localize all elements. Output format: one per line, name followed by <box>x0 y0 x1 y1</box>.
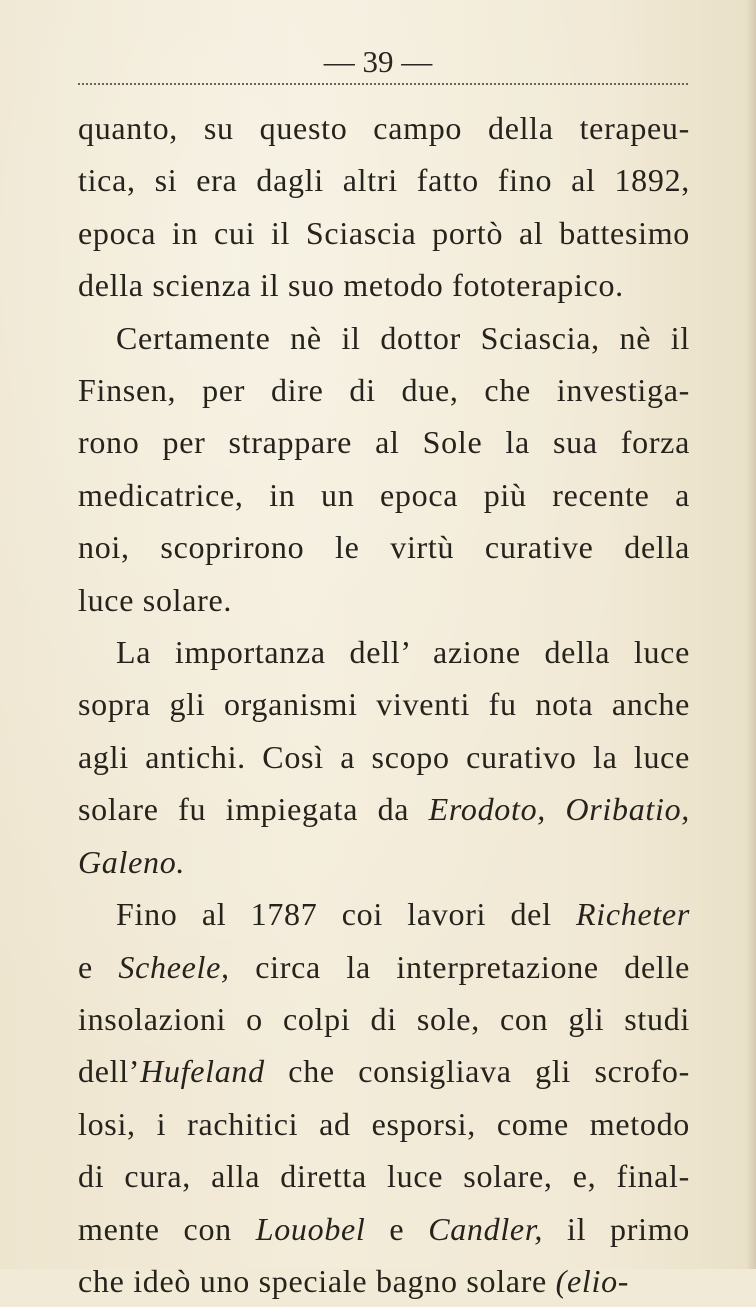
text-segment: che ideò uno speciale bagno solare <box>78 1262 556 1299</box>
text-segment: insolazioni o colpi di sole, con gli studi <box>78 1000 690 1037</box>
text-segment: dell’ <box>78 1053 141 1090</box>
header-rule <box>78 83 688 85</box>
paragraph <box>78 626 690 888</box>
text-segment: noi, scoprirono le virtù curative della <box>78 529 690 566</box>
italic-name: Louobel <box>255 1210 366 1247</box>
text-line <box>78 1045 690 1097</box>
text-segment: che consigliava gli scrofo- <box>264 1053 690 1090</box>
text-segment: luce solare. <box>78 581 233 618</box>
text-segment: Fino al 1787 coi lavori del <box>116 896 576 933</box>
text-segment: La importanza dell’ azione della luce <box>116 634 690 671</box>
text-line <box>78 521 690 573</box>
text-line <box>78 993 690 1045</box>
text-segment: della scienza il suo metodo fototerapico. <box>78 267 624 304</box>
text-line <box>78 469 690 521</box>
italic-name: Galeno. <box>78 843 186 880</box>
italic-name: Erodoto, Oribatio, <box>428 791 690 828</box>
text-segment: Finsen, per dire di due, che investiga- <box>78 372 690 409</box>
text-line <box>78 783 690 835</box>
text-line <box>78 102 690 154</box>
text-line <box>78 364 690 416</box>
text-segment: mente con <box>78 1210 256 1247</box>
text-segment: epoca in cui il Sciascia portò al battesimo <box>78 214 690 251</box>
text-segment: circa la interpretazione delle <box>229 948 690 985</box>
text-line <box>78 941 690 993</box>
text-line <box>78 259 690 311</box>
page-edge-shadow <box>746 0 756 1269</box>
paragraph <box>78 312 690 626</box>
text-line <box>78 1255 690 1307</box>
italic-name: Hufeland <box>140 1053 265 1090</box>
text-line <box>78 312 690 364</box>
text-segment: il primo <box>543 1210 690 1247</box>
paragraph <box>78 102 690 312</box>
text-segment: tica, si era dagli altri fatto fino al 1892, <box>78 162 690 199</box>
text-line <box>78 1150 690 1202</box>
paragraph <box>78 888 690 1307</box>
text-segment: medicatrice, in un epoca più recente a <box>78 476 690 513</box>
text-line <box>78 888 690 940</box>
text-segment: e <box>365 1210 429 1247</box>
text-line <box>78 678 690 730</box>
italic-name: Richeter <box>576 896 690 933</box>
italic-name: (elio- <box>555 1262 630 1299</box>
text-segment: agli antichi. Così a scopo curativo la luce <box>78 738 690 775</box>
text-line <box>78 574 690 626</box>
text-segment: e <box>78 948 119 985</box>
text-segment: di cura, alla diretta luce solare, e, final- <box>78 1158 690 1195</box>
text-segment: quanto, su questo campo della terapeu- <box>78 110 690 146</box>
text-segment: rono per strappare al Sole la sua forza <box>78 424 690 461</box>
text-line <box>78 207 690 259</box>
text-line <box>78 1098 690 1150</box>
text-segment: solare fu impiegata da <box>78 791 429 828</box>
text-line <box>78 416 690 468</box>
text-segment: sopra gli organismi viventi fu nota anche <box>78 686 690 723</box>
text-line <box>78 731 690 783</box>
italic-name: Scheele, <box>118 948 230 985</box>
text-line <box>78 1203 690 1255</box>
page-number: — 39 — <box>323 44 433 79</box>
text-line <box>78 836 690 888</box>
body-text <box>78 102 690 1307</box>
text-segment: Certamente nè il dottor Sciascia, nè il <box>116 319 690 356</box>
text-segment: losi, i rachitici ad esporsi, come metodo <box>78 1105 690 1142</box>
text-line <box>78 626 690 678</box>
italic-name: Candler, <box>428 1210 544 1247</box>
text-line <box>78 154 690 206</box>
